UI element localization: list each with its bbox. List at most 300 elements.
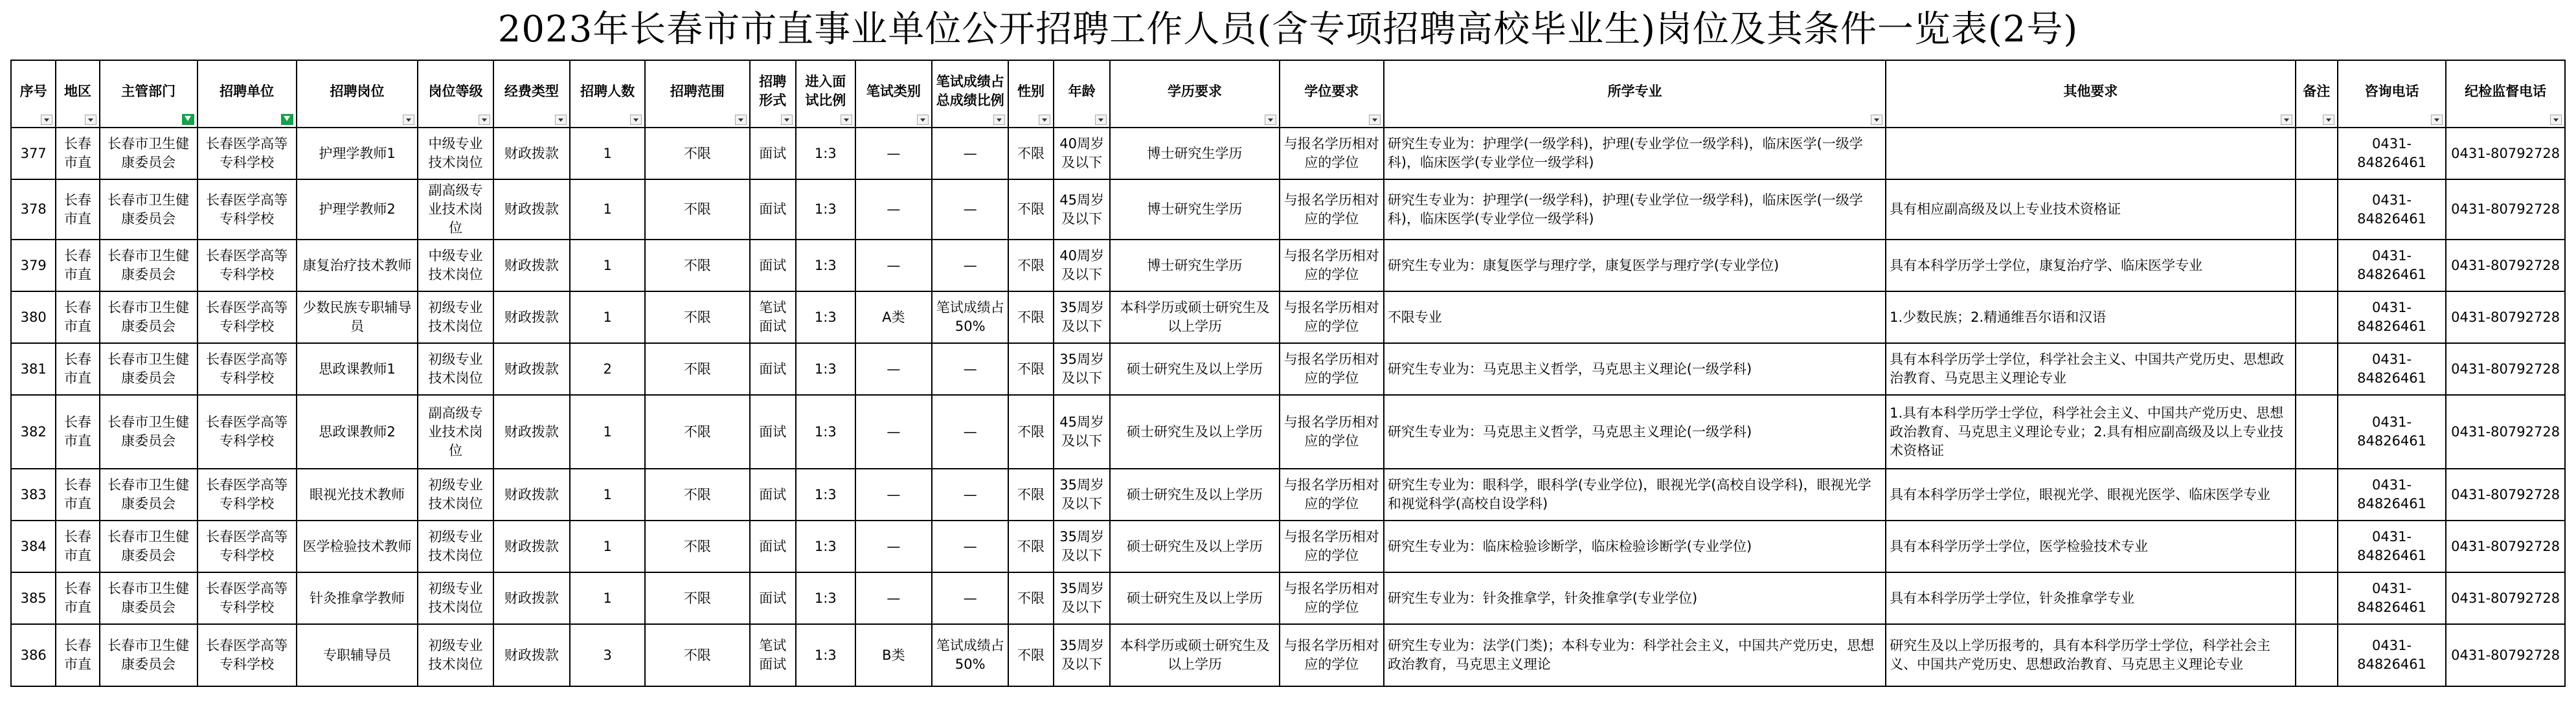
cell-form: 面试 <box>750 179 796 240</box>
cell-degree: 与报名学历相对应的学位 <box>1280 572 1384 624</box>
filter-dropdown-icon[interactable] <box>630 115 642 125</box>
cell-age: 35周岁及以下 <box>1054 291 1111 343</box>
cell-gender: 不限 <box>1008 624 1053 686</box>
header-label: 学历要求 <box>1168 83 1223 99</box>
cell-interview-ratio: 1:3 <box>796 291 855 343</box>
cell-supervision-phone: 0431-80792728 <box>2446 240 2565 291</box>
cell-other-requirements: 具有本科学历学士学位，针灸推拿学专业 <box>1886 572 2296 624</box>
cell-interview-ratio: 1:3 <box>796 624 855 686</box>
header-label: 地区 <box>64 83 92 99</box>
cell-exam-type: — <box>855 128 932 179</box>
cell-contact-phone: 0431-84826461 <box>2338 343 2446 395</box>
cell-region: 长春市直 <box>56 469 99 521</box>
cell-contact-phone: 0431-84826461 <box>2338 624 2446 686</box>
cell-seq: 383 <box>11 469 56 521</box>
cell-interview-ratio: 1:3 <box>796 343 855 395</box>
cell-region: 长春市直 <box>56 624 99 686</box>
cell-interview-ratio: 1:3 <box>796 395 855 469</box>
cell-seq: 386 <box>11 624 56 686</box>
cell-position: 眼视光技术教师 <box>297 469 418 521</box>
cell-scope: 不限 <box>645 240 749 291</box>
cell-headcount: 1 <box>570 179 645 240</box>
cell-funding: 财政拨款 <box>493 395 570 469</box>
cell-other-requirements: 研究生及以上学历报考的，具有本科学历学士学位，科学社会主义、中国共产党历史、思想政治教育、马克思主义理论专业 <box>1886 624 2296 686</box>
cell-unit: 长春医学高等专科学校 <box>198 469 297 521</box>
cell-form: 笔试面试 <box>750 291 796 343</box>
table-row <box>11 128 2565 179</box>
cell-form: 面试 <box>750 240 796 291</box>
cell-education: 博士研究生学历 <box>1110 179 1279 240</box>
cell-major: 研究生专业为：护理学(一级学科)，护理(专业学位一级学科)，临床医学(一级学科)，临床医学(专业学位一级学科) <box>1384 179 1886 240</box>
cell-funding: 财政拨款 <box>493 240 570 291</box>
cell-department: 长春市卫生健康委员会 <box>100 572 198 624</box>
header-label: 笔试成绩占总成绩比例 <box>936 74 1004 108</box>
header-region <box>56 60 99 128</box>
filter-dropdown-icon[interactable] <box>1039 115 1050 125</box>
cell-department: 长春市卫生健康委员会 <box>100 128 198 179</box>
cell-region: 长春市直 <box>56 572 99 624</box>
cell-age: 35周岁及以下 <box>1054 469 1111 521</box>
cell-education: 硕士研究生及以上学历 <box>1110 469 1279 521</box>
cell-seq: 380 <box>11 291 56 343</box>
cell-department: 长春市卫生健康委员会 <box>100 521 198 572</box>
cell-seq: 382 <box>11 395 56 469</box>
filter-dropdown-icon[interactable] <box>735 115 747 125</box>
cell-other-requirements: 具有本科学历学士学位，医学检验技术专业 <box>1886 521 2296 572</box>
cell-contact-phone: 0431-84826461 <box>2338 128 2446 179</box>
cell-grade: 初级专业技术岗位 <box>418 469 493 521</box>
table-row <box>11 179 2565 240</box>
cell-major: 研究生专业为：护理学(一级学科)，护理(专业学位一级学科)，临床医学(一级学科)，临床医学(专业学位一级学科) <box>1384 128 1886 179</box>
cell-position: 少数民族专职辅导员 <box>297 291 418 343</box>
cell-other-requirements <box>1886 128 2296 179</box>
header-exam-weight <box>932 60 1008 128</box>
filter-dropdown-icon[interactable] <box>841 115 852 125</box>
cell-education: 博士研究生学历 <box>1110 240 1279 291</box>
cell-funding: 财政拨款 <box>493 179 570 240</box>
cell-remarks <box>2296 521 2338 572</box>
cell-supervision-phone: 0431-80792728 <box>2446 624 2565 686</box>
table-row <box>11 624 2565 686</box>
cell-scope: 不限 <box>645 572 749 624</box>
cell-gender: 不限 <box>1008 128 1053 179</box>
cell-supervision-phone: 0431-80792728 <box>2446 291 2565 343</box>
cell-grade: 中级专业技术岗位 <box>418 128 493 179</box>
cell-major: 研究生专业为：康复医学与理疗学，康复医学与理疗学(专业学位) <box>1384 240 1886 291</box>
header-major <box>1384 60 1886 128</box>
cell-position: 护理学教师2 <box>297 179 418 240</box>
header-other-requirements <box>1886 60 2296 128</box>
filter-dropdown-icon[interactable] <box>41 115 52 125</box>
cell-gender: 不限 <box>1008 572 1053 624</box>
header-label: 招聘范围 <box>670 83 725 99</box>
cell-region: 长春市直 <box>56 521 99 572</box>
cell-seq: 378 <box>11 179 56 240</box>
cell-supervision-phone: 0431-80792728 <box>2446 572 2565 624</box>
cell-major: 研究生专业为：马克思主义哲学，马克思主义理论(一级学科) <box>1384 343 1886 395</box>
filter-dropdown-icon[interactable] <box>85 115 96 125</box>
filter-dropdown-icon[interactable] <box>555 115 567 125</box>
cell-exam-weight: — <box>932 179 1008 240</box>
cell-unit: 长春医学高等专科学校 <box>198 521 297 572</box>
header-label: 岗位等级 <box>428 83 483 99</box>
cell-gender: 不限 <box>1008 469 1053 521</box>
cell-contact-phone: 0431-84826461 <box>2338 572 2446 624</box>
cell-form: 面试 <box>750 469 796 521</box>
cell-degree: 与报名学历相对应的学位 <box>1280 240 1384 291</box>
cell-contact-phone: 0431-84826461 <box>2338 521 2446 572</box>
header-label: 咨询电话 <box>2364 83 2419 99</box>
recruitment-table <box>10 60 2566 687</box>
cell-supervision-phone: 0431-80792728 <box>2446 343 2565 395</box>
cell-remarks <box>2296 624 2338 686</box>
cell-contact-phone: 0431-84826461 <box>2338 291 2446 343</box>
cell-seq: 385 <box>11 572 56 624</box>
cell-grade: 初级专业技术岗位 <box>418 291 493 343</box>
cell-remarks <box>2296 343 2338 395</box>
cell-form: 面试 <box>750 521 796 572</box>
filter-active-icon[interactable] <box>281 114 293 125</box>
cell-scope: 不限 <box>645 469 749 521</box>
filter-dropdown-icon[interactable] <box>917 115 929 125</box>
cell-remarks <box>2296 572 2338 624</box>
header-degree <box>1280 60 1384 128</box>
cell-supervision-phone: 0431-80792728 <box>2446 395 2565 469</box>
cell-remarks <box>2296 291 2338 343</box>
cell-unit: 长春医学高等专科学校 <box>198 179 297 240</box>
cell-unit: 长春医学高等专科学校 <box>198 128 297 179</box>
cell-major: 研究生专业为：法学(门类)；本科专业为：科学社会主义，中国共产党历史，思想政治教育，马克思主义理论 <box>1384 624 1886 686</box>
cell-education: 博士研究生学历 <box>1110 128 1279 179</box>
table-row <box>11 572 2565 624</box>
cell-seq: 377 <box>11 128 56 179</box>
cell-education: 本科学历或硕士研究生及以上学历 <box>1110 291 1279 343</box>
cell-funding: 财政拨款 <box>493 572 570 624</box>
cell-position: 康复治疗技术教师 <box>297 240 418 291</box>
header-label: 年龄 <box>1068 83 1096 99</box>
header-funding <box>493 60 570 128</box>
cell-scope: 不限 <box>645 179 749 240</box>
cell-age: 40周岁及以下 <box>1054 128 1111 179</box>
cell-remarks <box>2296 179 2338 240</box>
cell-gender: 不限 <box>1008 343 1053 395</box>
cell-headcount: 1 <box>570 469 645 521</box>
cell-seq: 379 <box>11 240 56 291</box>
header-headcount <box>570 60 645 128</box>
cell-education: 硕士研究生及以上学历 <box>1110 395 1279 469</box>
cell-region: 长春市直 <box>56 395 99 469</box>
cell-headcount: 2 <box>570 343 645 395</box>
cell-gender: 不限 <box>1008 395 1053 469</box>
cell-department: 长春市卫生健康委员会 <box>100 343 198 395</box>
cell-major: 研究生专业为：眼科学，眼科学(专业学位)，眼视光学(高校自设学科)，眼视光学和视觉科学(高校自设学科) <box>1384 469 1886 521</box>
cell-funding: 财政拨款 <box>493 624 570 686</box>
cell-interview-ratio: 1:3 <box>796 240 855 291</box>
cell-scope: 不限 <box>645 395 749 469</box>
cell-scope: 不限 <box>645 624 749 686</box>
header-label: 纪检监督电话 <box>2465 83 2547 99</box>
header-interview-ratio <box>796 60 855 128</box>
cell-scope: 不限 <box>645 128 749 179</box>
cell-region: 长春市直 <box>56 128 99 179</box>
header-department <box>100 60 198 128</box>
header-label: 招聘人数 <box>580 83 635 99</box>
cell-department: 长春市卫生健康委员会 <box>100 179 198 240</box>
cell-contact-phone: 0431-84826461 <box>2338 240 2446 291</box>
cell-funding: 财政拨款 <box>493 291 570 343</box>
cell-exam-weight: — <box>932 469 1008 521</box>
cell-other-requirements: 具有本科学历学士学位，眼视光学、眼视光医学、临床医学专业 <box>1886 469 2296 521</box>
cell-seq: 384 <box>11 521 56 572</box>
cell-form: 笔试面试 <box>750 624 796 686</box>
cell-age: 35周岁及以下 <box>1054 624 1111 686</box>
cell-department: 长春市卫生健康委员会 <box>100 240 198 291</box>
cell-other-requirements: 1.少数民族；2.精通维吾尔语和汉语 <box>1886 291 2296 343</box>
cell-region: 长春市直 <box>56 179 99 240</box>
filter-dropdown-icon[interactable] <box>993 115 1005 125</box>
cell-degree: 与报名学历相对应的学位 <box>1280 395 1384 469</box>
cell-department: 长春市卫生健康委员会 <box>100 469 198 521</box>
cell-headcount: 1 <box>570 128 645 179</box>
cell-department: 长春市卫生健康委员会 <box>100 291 198 343</box>
cell-funding: 财政拨款 <box>493 469 570 521</box>
filter-dropdown-icon[interactable] <box>2550 115 2562 125</box>
cell-form: 面试 <box>750 572 796 624</box>
cell-age: 45周岁及以下 <box>1054 395 1111 469</box>
cell-remarks <box>2296 240 2338 291</box>
cell-exam-type: — <box>855 572 932 624</box>
cell-education: 硕士研究生及以上学历 <box>1110 343 1279 395</box>
table-row <box>11 469 2565 521</box>
header-label: 其他要求 <box>2063 83 2118 99</box>
cell-form: 面试 <box>750 395 796 469</box>
cell-exam-weight: — <box>932 395 1008 469</box>
cell-funding: 财政拨款 <box>493 521 570 572</box>
cell-interview-ratio: 1:3 <box>796 128 855 179</box>
header-label: 序号 <box>19 83 47 99</box>
header-label: 笔试类别 <box>866 83 921 99</box>
filter-dropdown-icon[interactable] <box>2431 115 2443 125</box>
cell-other-requirements: 1.具有本科学历学士学位，科学社会主义、中国共产党历史、思想政治教育、马克思主义理论专业；2.具有相应副高级及以上专业技术资格证 <box>1886 395 2296 469</box>
cell-interview-ratio: 1:3 <box>796 469 855 521</box>
cell-position: 思政课教师2 <box>297 395 418 469</box>
cell-education: 本科学历或硕士研究生及以上学历 <box>1110 624 1279 686</box>
cell-gender: 不限 <box>1008 240 1053 291</box>
cell-supervision-phone: 0431-80792728 <box>2446 128 2565 179</box>
filter-dropdown-icon[interactable] <box>2323 115 2334 125</box>
cell-scope: 不限 <box>645 291 749 343</box>
cell-age: 35周岁及以下 <box>1054 572 1111 624</box>
cell-scope: 不限 <box>645 521 749 572</box>
header-form <box>750 60 796 128</box>
cell-funding: 财政拨款 <box>493 128 570 179</box>
cell-gender: 不限 <box>1008 291 1053 343</box>
cell-exam-type: — <box>855 179 932 240</box>
cell-headcount: 3 <box>570 624 645 686</box>
cell-major: 不限专业 <box>1384 291 1886 343</box>
cell-grade: 初级专业技术岗位 <box>418 343 493 395</box>
cell-age: 40周岁及以下 <box>1054 240 1111 291</box>
cell-contact-phone: 0431-84826461 <box>2338 179 2446 240</box>
header-label: 进入面试比例 <box>805 74 846 108</box>
cell-exam-weight: 笔试成绩占50% <box>932 291 1008 343</box>
filter-dropdown-icon[interactable] <box>479 115 490 125</box>
header-label: 招聘形式 <box>759 74 787 108</box>
cell-unit: 长春医学高等专科学校 <box>198 624 297 686</box>
table-row <box>11 343 2565 395</box>
header-education <box>1110 60 1279 128</box>
cell-exam-type: A类 <box>855 291 932 343</box>
cell-age: 35周岁及以下 <box>1054 521 1111 572</box>
table-row <box>11 291 2565 343</box>
cell-other-requirements: 具有本科学历学士学位，科学社会主义、中国共产党历史、思想政治教育、马克思主义理论专业 <box>1886 343 2296 395</box>
cell-grade: 副高级专业技术岗位 <box>418 395 493 469</box>
header-label: 经费类型 <box>504 83 559 99</box>
header-gender <box>1008 60 1053 128</box>
cell-supervision-phone: 0431-80792728 <box>2446 521 2565 572</box>
cell-major: 研究生专业为：针灸推拿学，针灸推拿学(专业学位) <box>1384 572 1886 624</box>
cell-grade: 副高级专业技术岗位 <box>418 179 493 240</box>
cell-form: 面试 <box>750 343 796 395</box>
cell-other-requirements: 具有本科学历学士学位，康复治疗学、临床医学专业 <box>1886 240 2296 291</box>
cell-remarks <box>2296 469 2338 521</box>
cell-contact-phone: 0431-84826461 <box>2338 469 2446 521</box>
cell-education: 硕士研究生及以上学历 <box>1110 572 1279 624</box>
filter-dropdown-icon[interactable] <box>1369 115 1381 125</box>
cell-scope: 不限 <box>645 343 749 395</box>
header-position <box>297 60 418 128</box>
table-row <box>11 521 2565 572</box>
cell-headcount: 1 <box>570 240 645 291</box>
header-seq <box>11 60 56 128</box>
cell-degree: 与报名学历相对应的学位 <box>1280 179 1384 240</box>
cell-degree: 与报名学历相对应的学位 <box>1280 291 1384 343</box>
cell-exam-weight: — <box>932 240 1008 291</box>
filter-dropdown-icon[interactable] <box>1871 115 1882 125</box>
header-contact-phone <box>2338 60 2446 128</box>
filter-dropdown-icon[interactable] <box>1265 115 1276 125</box>
header-age <box>1054 60 1111 128</box>
filter-active-icon[interactable] <box>182 114 194 125</box>
cell-exam-type: — <box>855 240 932 291</box>
cell-major: 研究生专业为：马克思主义哲学，马克思主义理论(一级学科) <box>1384 395 1886 469</box>
cell-department: 长春市卫生健康委员会 <box>100 395 198 469</box>
cell-grade: 初级专业技术岗位 <box>418 572 493 624</box>
cell-degree: 与报名学历相对应的学位 <box>1280 469 1384 521</box>
cell-unit: 长春医学高等专科学校 <box>198 572 297 624</box>
header-label: 主管部门 <box>121 83 176 99</box>
cell-grade: 初级专业技术岗位 <box>418 624 493 686</box>
cell-gender: 不限 <box>1008 179 1053 240</box>
header-label: 学位要求 <box>1304 83 1359 99</box>
header-label: 招聘单位 <box>220 83 275 99</box>
cell-degree: 与报名学历相对应的学位 <box>1280 521 1384 572</box>
cell-contact-phone: 0431-84826461 <box>2338 395 2446 469</box>
cell-other-requirements: 具有相应副高级及以上专业技术资格证 <box>1886 179 2296 240</box>
cell-position: 思政课教师1 <box>297 343 418 395</box>
cell-position: 针灸推拿学教师 <box>297 572 418 624</box>
cell-exam-type: — <box>855 395 932 469</box>
header-label: 所学专业 <box>1607 83 1662 99</box>
cell-region: 长春市直 <box>56 343 99 395</box>
cell-degree: 与报名学历相对应的学位 <box>1280 128 1384 179</box>
cell-funding: 财政拨款 <box>493 343 570 395</box>
header-label: 招聘岗位 <box>330 83 385 99</box>
table-row <box>11 395 2565 469</box>
cell-unit: 长春医学高等专科学校 <box>198 240 297 291</box>
cell-exam-type: — <box>855 521 932 572</box>
cell-exam-weight: — <box>932 343 1008 395</box>
filter-dropdown-icon[interactable] <box>1095 115 1107 125</box>
cell-headcount: 1 <box>570 395 645 469</box>
filter-dropdown-icon[interactable] <box>781 115 793 125</box>
cell-exam-type: — <box>855 469 932 521</box>
cell-exam-weight: 笔试成绩占50% <box>932 624 1008 686</box>
cell-region: 长春市直 <box>56 291 99 343</box>
cell-form: 面试 <box>750 128 796 179</box>
cell-exam-type: — <box>855 343 932 395</box>
cell-region: 长春市直 <box>56 240 99 291</box>
cell-position: 护理学教师1 <box>297 128 418 179</box>
cell-supervision-phone: 0431-80792728 <box>2446 179 2565 240</box>
cell-remarks <box>2296 395 2338 469</box>
cell-exam-weight: — <box>932 128 1008 179</box>
header-row <box>11 60 2565 128</box>
cell-grade: 中级专业技术岗位 <box>418 240 493 291</box>
cell-exam-weight: — <box>932 572 1008 624</box>
cell-unit: 长春医学高等专科学校 <box>198 343 297 395</box>
cell-remarks <box>2296 128 2338 179</box>
header-grade <box>418 60 493 128</box>
header-supervision-phone <box>2446 60 2565 128</box>
header-scope <box>645 60 749 128</box>
cell-exam-type: B类 <box>855 624 932 686</box>
header-exam-type <box>855 60 932 128</box>
cell-exam-weight: — <box>932 521 1008 572</box>
header-unit <box>198 60 297 128</box>
cell-unit: 长春医学高等专科学校 <box>198 291 297 343</box>
header-label: 性别 <box>1017 83 1045 99</box>
cell-unit: 长春医学高等专科学校 <box>198 395 297 469</box>
cell-grade: 初级专业技术岗位 <box>418 521 493 572</box>
cell-degree: 与报名学历相对应的学位 <box>1280 624 1384 686</box>
cell-interview-ratio: 1:3 <box>796 179 855 240</box>
table-row <box>11 240 2565 291</box>
cell-headcount: 1 <box>570 291 645 343</box>
cell-degree: 与报名学历相对应的学位 <box>1280 343 1384 395</box>
cell-interview-ratio: 1:3 <box>796 521 855 572</box>
header-remarks <box>2296 60 2338 128</box>
cell-education: 硕士研究生及以上学历 <box>1110 521 1279 572</box>
cell-department: 长春市卫生健康委员会 <box>100 624 198 686</box>
cell-gender: 不限 <box>1008 521 1053 572</box>
cell-supervision-phone: 0431-80792728 <box>2446 469 2565 521</box>
page-title: 2023年长春市市直事业单位公开招聘工作人员(含专项招聘高校毕业生)岗位及其条件一览表(2号) <box>497 8 2079 50</box>
cell-age: 35周岁及以下 <box>1054 343 1111 395</box>
cell-position: 专职辅导员 <box>297 624 418 686</box>
cell-seq: 381 <box>11 343 56 395</box>
cell-position: 医学检验技术教师 <box>297 521 418 572</box>
filter-dropdown-icon[interactable] <box>403 115 414 125</box>
cell-interview-ratio: 1:3 <box>796 572 855 624</box>
filter-dropdown-icon[interactable] <box>2281 115 2292 125</box>
cell-age: 45周岁及以下 <box>1054 179 1111 240</box>
cell-major: 研究生专业为：临床检验诊断学，临床检验诊断学(专业学位) <box>1384 521 1886 572</box>
header-label: 备注 <box>2303 83 2331 99</box>
table-body <box>11 128 2565 686</box>
cell-headcount: 1 <box>570 521 645 572</box>
cell-headcount: 1 <box>570 572 645 624</box>
